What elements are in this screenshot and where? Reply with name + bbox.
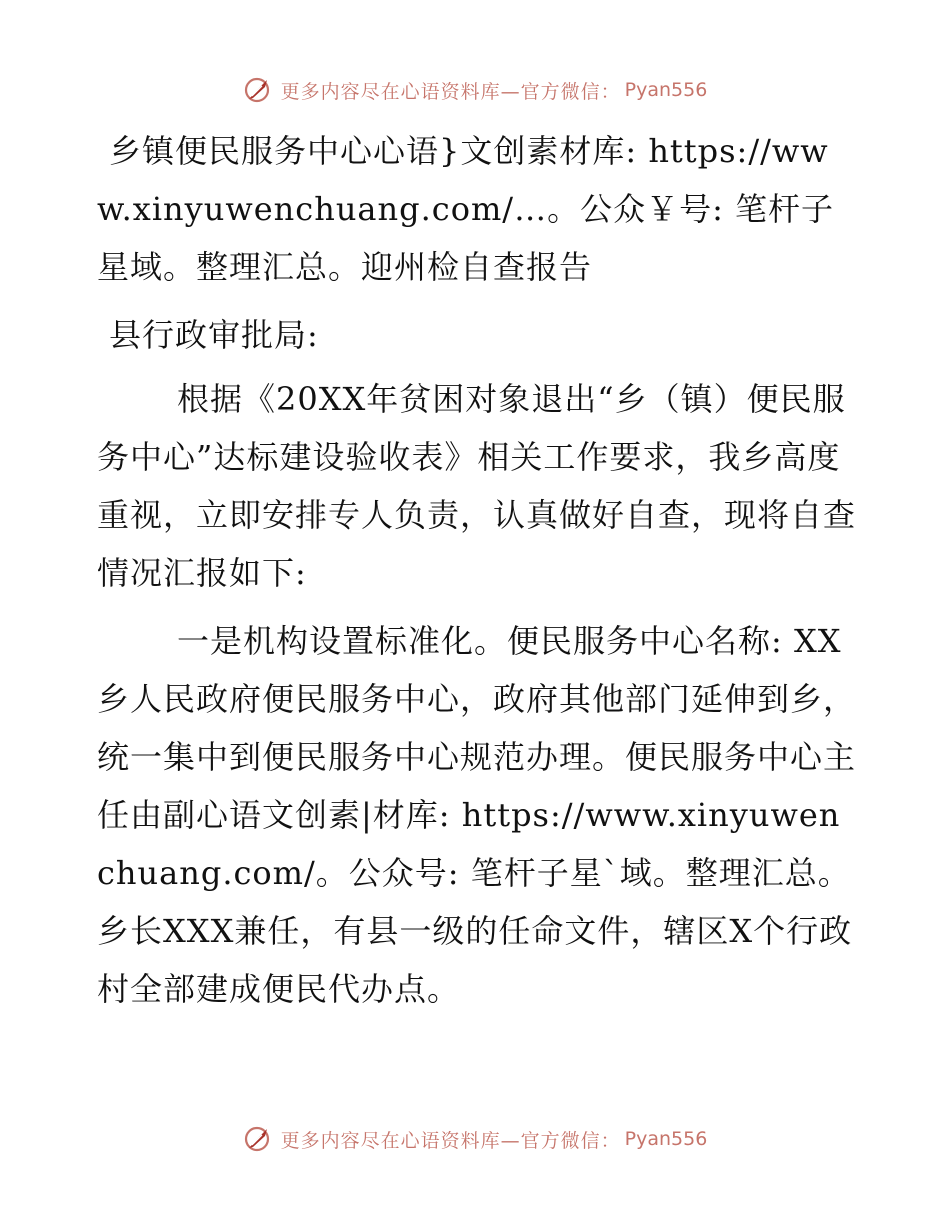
document-paragraph: 根据《20XX年贫困对象退出“乡（镇）便民服务中心”达标建设验收表》相关工作要求，我乡高度重视，立即安排专人负责，认真做好自查，现将自查情况汇报如下: [97, 380, 857, 592]
document-body [97, 122, 857, 1028]
document-paragraph: 一是机构设置标准化。便民服务中心名称: XX乡人民政府便民服务中心，政府其他部门延伸到乡，统一集中到便民服务中心规范办理。便民服务中心主任由副心语文创素|材库: https://www.xinyuwenchuang.com/。公众号: 笔杆子星`域。整理汇总。乡长XXX兼任，有县一级的任命文件，辖区X个行政村全部建成便民代办点。 [97, 622, 857, 1008]
document-salutation: 县行政审批局: [109, 316, 319, 354]
quill-pen-logo-icon [243, 75, 273, 105]
banner-text: 更多内容尽在心语资料库—官方微信： [280, 1129, 621, 1152]
banner-wechat-id: Pyan556 [624, 79, 708, 101]
banner-text: 更多内容尽在心语资料库—官方微信： [280, 80, 621, 103]
document-header: 乡镇便民服务中心心语}文创素材库: https://www.xinyuwenchuang.com/…。公众￥号: 笔杆子星域。整理汇总。迎州检自查报告 [97, 132, 835, 286]
footer-watermark-banner [0, 1119, 950, 1159]
banner-wechat-id: Pyan556 [624, 1128, 708, 1150]
quill-pen-logo-icon [243, 1124, 273, 1154]
header-watermark-banner [0, 70, 950, 110]
